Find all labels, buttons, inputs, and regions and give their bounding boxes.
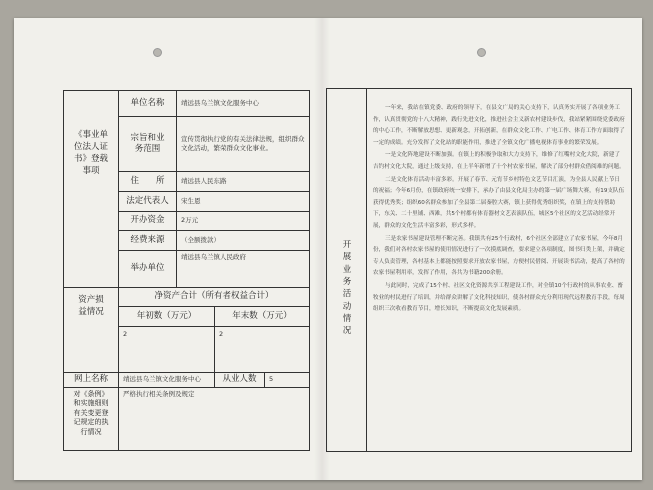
document-sheet (14, 18, 642, 480)
online-name-label: 网上名称 (64, 373, 119, 388)
purpose-label: 宗旨和业务范围 (119, 117, 177, 172)
activities-table (326, 88, 632, 452)
regulation-label: 对《条例》和实施细则有关变更登记规定的执行情况 (64, 388, 119, 450)
end-year-value: 2 (215, 327, 309, 373)
paragraph: 与此同时，完成了15个村、社区文化资源共享工程建设工作，对全镇10个行政村的从事农业、畜牧业的村民进行了培训，并给群众讲解了文化科技知识，使各村群众充分利用现代远程教育手段，每周组织三次收看教育节目，增长知识，不断提高文化发展素质。 (373, 282, 625, 313)
assets-label: 资产损益情况 (64, 288, 119, 373)
registration-table (63, 90, 310, 451)
staff-count-value: 5 (265, 373, 309, 388)
unit-name-value: 靖远县乌兰镇文化服务中心 (177, 91, 309, 117)
activities-label: 开展业务活动情况 (342, 240, 352, 337)
capital-value: 2万元 (177, 212, 309, 231)
sponsor-label: 举办单位 (119, 251, 177, 288)
purpose-value: 宣传贯彻执行党的有关法律法规，组织群众文化活动，繁荣群众文化事业。 (177, 117, 309, 172)
net-assets-header: 净资产合计（所有者权益合计） (119, 288, 309, 307)
paragraph: 二是文化体育活动丰富多彩。开展了春节、元宵节乡村特色文艺节目汇演，为全县人民献上节日的祝福；今年6月份，在镇政府统一安排下，承办了由县文化局主办的第一届广场舞大赛，有19支队伍获得优秀奖；组织60名群众参加了全县第二届秦腔大赛，镇上获得优秀组织奖，在镇上的支持帮助下，东关、二十里铺、西滩，共5个村都有体育器材文艺表演队伍，城区5个社区的文艺活动经常开展，群众的文化生活丰富多彩，形式多样。 (373, 176, 625, 229)
paragraph: 一年来，我站在镇党委、政府的领导下，在县文广局的关心支持下，认真务实开展了各项业务工作，认真贯彻党的十八大精神，践行先进文化，推进社会主义新农村建设步伐，我站紧紧围绕党委政府的中心工作，不断解放思想、更新观念，开拓创新，在群众文化工作、广电工作、体育工作方面取得了一定的成绩。充分发挥了文化站的职能作用，推进了全镇文化广播电视体育事业的繁荣发展。 (373, 105, 625, 146)
online-name-value: 靖远县乌兰镇文化服务中心 (119, 373, 215, 388)
funding-label: 经费来源 (119, 231, 177, 251)
staff-count-label: 从业人数 (215, 373, 265, 388)
begin-year-label: 年初数（万元） (119, 307, 215, 327)
end-year-label: 年末数（万元） (215, 307, 309, 327)
address-value: 靖远县人民东路 (177, 172, 309, 192)
capital-label: 开办资金 (119, 212, 177, 231)
paragraph: 一是文化阵地建设不断加强。在镇上的积极争取和大力支持下，维修了红嘴村文化大院，新建了吉钓村文化大院，通过上级支持，在上半年新增了十个村农家书屋，解决了部分村群众借阅难的问题。 (373, 152, 625, 170)
punch-hole (477, 48, 486, 57)
section-title: 《事业单位法人证书》登载事项 (64, 91, 119, 288)
funding-value: （全额拨款） (177, 231, 309, 251)
legal-rep-label: 法定代表人 (119, 192, 177, 212)
unit-name-label: 单位名称 (119, 91, 177, 117)
activities-text (373, 103, 625, 317)
sponsor-value: 靖远县乌兰镇人民政府 (177, 251, 309, 288)
paragraph: 三是农家书屋建设管理不断完善。我镇共有25个行政村，6个社区全部建立了农家书屋，今年8月份，我们对各村农家书屋的使用情况进行了一次摸底调查，要求建立各项制度，图书归类上架，并确定专人负责管理，各村基本上都能按照要求开放农家书屋，方便村民借阅、开展读书活动，提高了各村的农家书屋利用率，发挥了作用，各共为书籍200余册。 (373, 235, 625, 277)
activities-label-cell (327, 89, 367, 451)
regulation-value: 严格执行相关条例及规定 (123, 390, 195, 398)
legal-rep-value: 宋生恩 (177, 192, 309, 212)
address-label: 住 所 (119, 172, 177, 192)
punch-hole (153, 48, 162, 57)
begin-year-value: 2 (119, 327, 215, 373)
